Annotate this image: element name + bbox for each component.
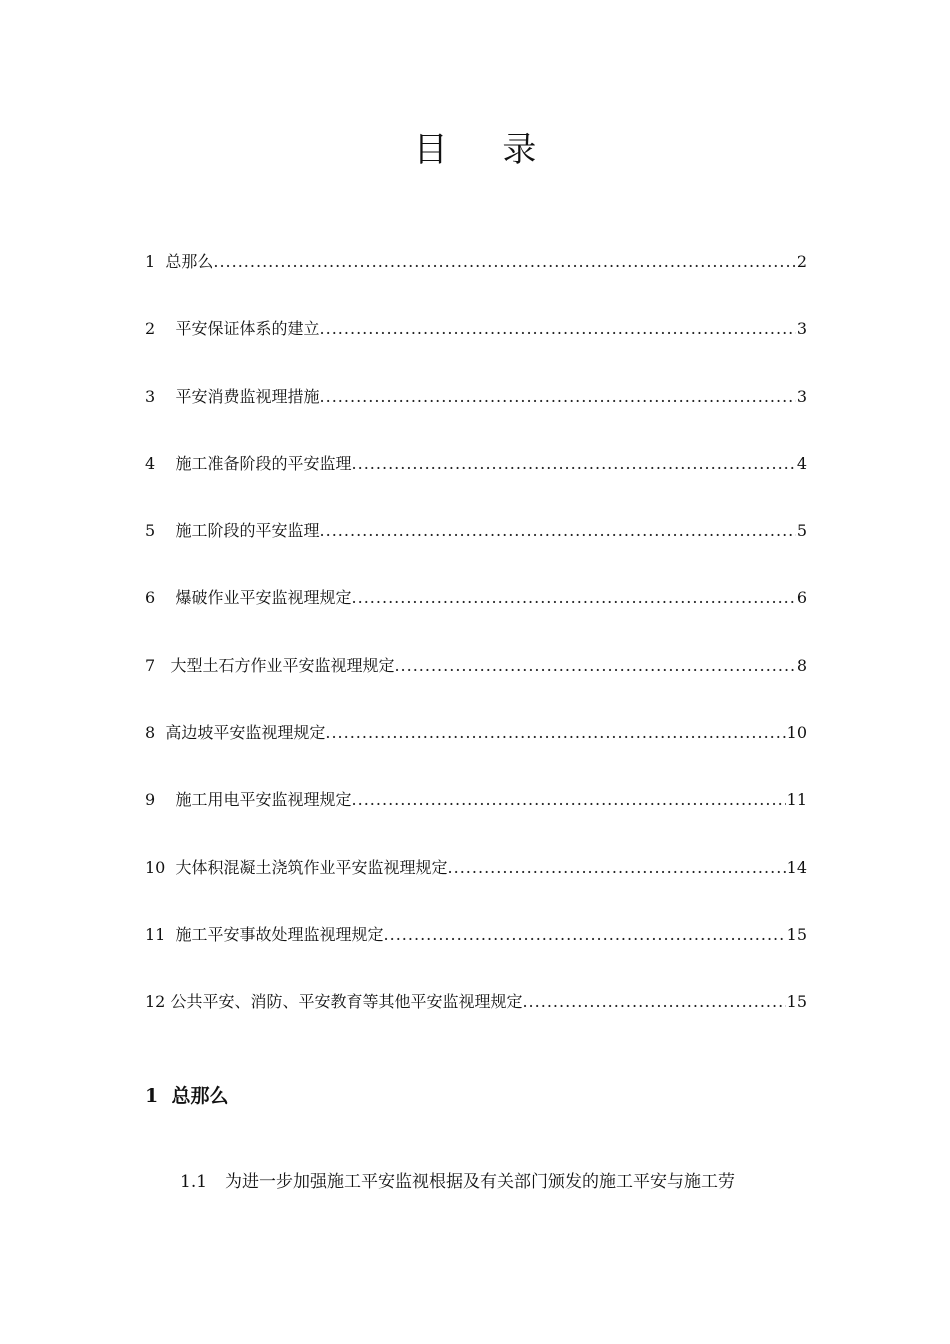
toc-entry-6[interactable] xyxy=(145,584,807,651)
toc-entry-4[interactable] xyxy=(145,450,807,517)
toc-entry-page: 10 xyxy=(786,723,807,743)
toc-entry-page: 4 xyxy=(796,453,807,473)
toc-dot-leader xyxy=(522,988,785,1016)
toc-entry-text: 大型土石方作业平安监视理规定 xyxy=(170,655,395,675)
toc-dot-leader xyxy=(320,383,796,411)
toc-entry-number: 11 xyxy=(145,924,176,944)
toc-entry-12[interactable] xyxy=(145,988,807,1055)
toc-entry-page: 15 xyxy=(786,924,807,944)
toc-entry-number: 2 xyxy=(145,319,176,339)
toc-entry-text: 高边坡平安监视理规定 xyxy=(165,723,326,743)
toc-entry-text: 施工阶段的平安监理 xyxy=(175,521,320,541)
toc-dot-leader xyxy=(325,719,785,747)
toc-entry-page: 8 xyxy=(796,655,807,675)
toc-entry-8[interactable] xyxy=(145,719,807,786)
toc-title: 目 录 xyxy=(413,130,559,170)
toc-entry-page: 2 xyxy=(796,252,807,271)
toc-dot-leader xyxy=(394,652,795,680)
toc-dot-leader xyxy=(352,584,796,612)
toc-entry-2[interactable] xyxy=(145,315,807,382)
toc-entry-number: 12 xyxy=(145,992,171,1012)
toc-entry-page: 15 xyxy=(786,992,807,1012)
toc-entry-number: 5 xyxy=(145,521,176,541)
toc-entry-page: 11 xyxy=(786,790,807,810)
toc-entry-page: 3 xyxy=(796,319,807,339)
toc-entry-text: 平安保证体系的建立 xyxy=(175,319,320,339)
toc-entry-3[interactable] xyxy=(145,383,807,450)
toc-dot-leader xyxy=(352,450,796,478)
toc-list xyxy=(145,248,807,1056)
toc-entry-page: 5 xyxy=(796,521,807,541)
toc-entry-9[interactable] xyxy=(145,786,807,853)
toc-entry-page: 6 xyxy=(796,588,807,608)
toc-dot-leader xyxy=(320,315,796,343)
toc-entry-number: 9 xyxy=(145,790,176,810)
toc-dot-leader xyxy=(448,854,786,882)
toc-entry-text: 总那么 xyxy=(165,252,214,271)
toc-dot-leader xyxy=(320,517,796,545)
toc-entry-number: 10 xyxy=(145,857,176,877)
body-paragraph xyxy=(180,1167,820,1197)
toc-dot-leader xyxy=(352,786,786,814)
toc-entry-7[interactable] xyxy=(145,652,807,719)
toc-entry-text: 施工平安事故处理监视理规定 xyxy=(175,924,384,944)
toc-entry-page: 3 xyxy=(796,386,807,406)
toc-entry-number: 6 xyxy=(145,588,176,608)
toc-entry-number: 8 xyxy=(145,723,166,743)
toc-entry-text: 爆破作业平安监视理规定 xyxy=(175,588,352,608)
toc-entry-11[interactable] xyxy=(145,921,807,988)
toc-entry-number: 7 xyxy=(145,655,171,675)
toc-entry-text: 公共平安、消防、平安教育等其他平安监视理规定 xyxy=(170,992,523,1012)
toc-entry-5[interactable] xyxy=(145,517,807,584)
paragraph-text: 为进一步加强施工平安监视根据及有关部门颁发的施工平安与施工劳 xyxy=(225,1172,736,1192)
toc-entry-text: 大体积混凝土浇筑作业平安监视理规定 xyxy=(175,857,448,877)
toc-entry-text: 施工用电平安监视理规定 xyxy=(175,790,352,810)
toc-entry-number: 3 xyxy=(145,386,176,406)
toc-entry-10[interactable] xyxy=(145,854,807,921)
toc-entry-1[interactable] xyxy=(145,248,807,315)
toc-entry-page: 14 xyxy=(786,857,807,877)
toc-entry-text: 平安消费监视理措施 xyxy=(175,386,320,406)
toc-dot-leader xyxy=(213,248,795,276)
toc-entry-number: 4 xyxy=(145,453,176,473)
paragraph-number: 1.1 xyxy=(180,1172,208,1192)
toc-dot-leader xyxy=(384,921,786,949)
section-heading: 1 总那么 xyxy=(145,1085,229,1107)
toc-entry-text: 施工准备阶段的平安监理 xyxy=(175,453,352,473)
toc-entry-number: 1 xyxy=(145,252,166,271)
